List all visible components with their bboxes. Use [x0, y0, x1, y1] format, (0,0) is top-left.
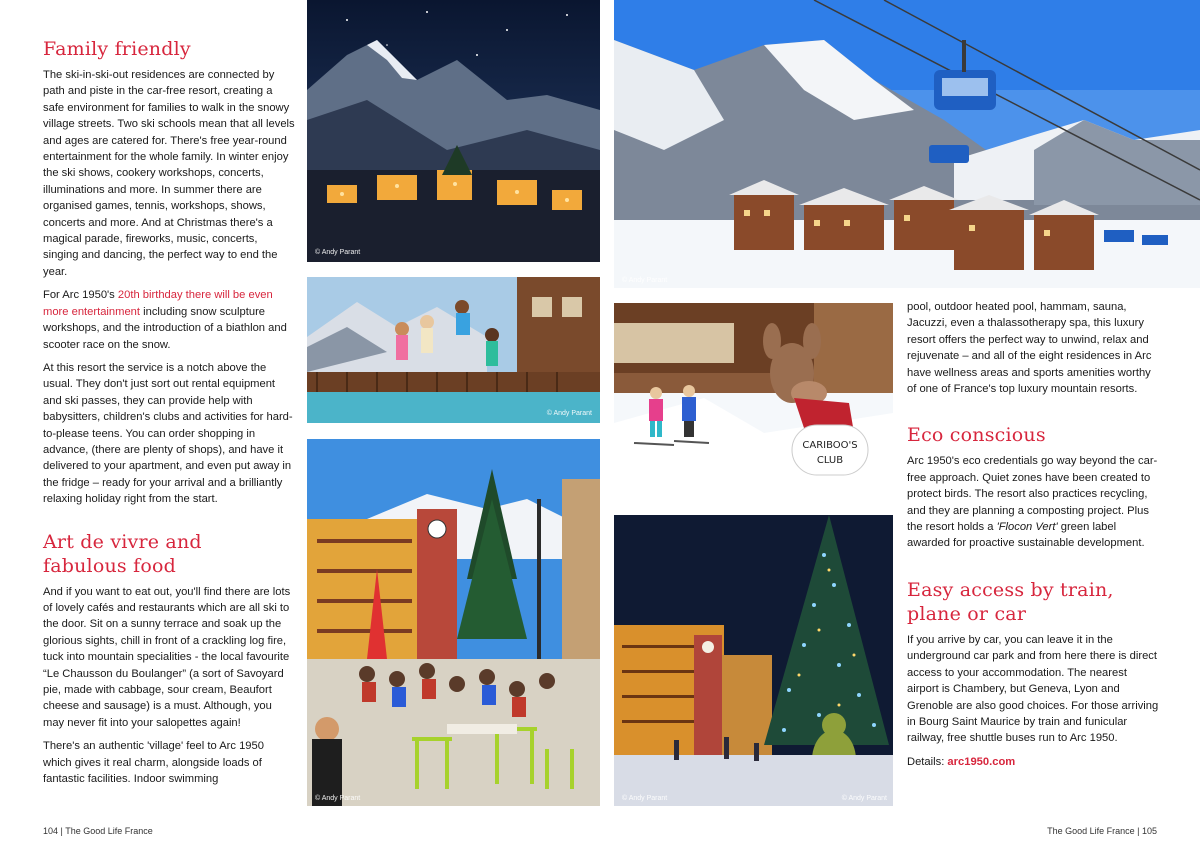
club-sign-line2: CLUB [816, 455, 844, 466]
heading-family-friendly: Family friendly [43, 38, 191, 60]
photo-credit: © Andy Parant [546, 410, 592, 417]
photo-credit: © Andy Parant [841, 795, 887, 802]
eco-paragraph-end: green label awarded for proactive sustainable development. [907, 521, 1145, 550]
arc1950-link[interactable]: arc1950.com [947, 755, 1016, 768]
eco-paragraph-start: Arc 1950's eco credentials go way beyond the car-free approach. Quiet zones have been created to protect birds. The resort also practices recycling, and they are planning a composting project. Plus the resort holds a [907, 455, 1158, 534]
sunny-terrace-illustration [307, 439, 600, 806]
family-paragraph-3: At this resort the service is a notch above the usual. They don't just sort out rental equipment and ski passes, they can provide help with babysitters, children's clubs and activities for hard-to-please teens. You can order shopping in advance, (there are plenty of shops), and have it delivered to your apartment, and even put away in the fridge – ready for your arrival and a brilliantly relaxing holiday right from the start. [43, 361, 293, 506]
photo-sunny-terrace [307, 439, 600, 806]
birthday-highlight: 20th birthday there will be even more entertainment [43, 289, 273, 318]
christmas-tree-illustration [614, 515, 893, 806]
spa-paragraph: pool, outdoor heated pool, hammam, sauna, Jacuzzi, even a thalassotherapy spa, this luxury resort offers the perfect way to unwind, relax and rejuvenate – and all of the eight residences in Arc have wellness areas and sports amenities worthy of one of France's top luxury mountain resorts. [907, 301, 1152, 396]
kids-jumping-illustration [307, 277, 600, 423]
family-paragraph-1: The ski-in-ski-out residences are connected by path and piste in the car-free resort, creating a safe environment for families to walk in the snowy village streets. Two ski schools mean that all levels and ages are catered for. There's free year-round entertainment for the whole family. In winter enjoy the ski shows, cookery workshops, concerts, illuminations and more. In summer there are organised games, tennis, workshops, shows, concerts and more. And at Christmas there's a magical parade, fireworks, music, concerts, singing and dancing, the perfect way to end the year. [43, 69, 295, 278]
access-paragraph: If you arrive by car, you can leave it in the underground car park and from here there is direct access to your accommodation. The nearest airport is Chambery, but Geneva, Lyon and Grenoble are also good choices. For those arriving in Bourg Saint Maurice by train and funicular railway, free shuttle buses run to Arc 1950. [907, 633, 1159, 745]
details-line [907, 754, 1160, 770]
heading-easy-access [907, 578, 1160, 626]
photo-credit: © Andy Parant [622, 277, 668, 284]
photo-night-village [307, 0, 600, 262]
flocon-vert-label: 'Flocon Vert' [996, 521, 1058, 534]
heading-easy-access-line1: Easy access by train, [907, 578, 1114, 601]
eco-paragraph [907, 453, 1160, 551]
page-footer-right: The Good Life France | 105 [1047, 826, 1157, 836]
food-paragraph-2: There's an authentic 'village' feel to Arc 1950 which gives it real charm, alongside loads of fantastic facilities. Indoor swimming [43, 740, 264, 786]
cariboos-club-illustration [614, 303, 893, 499]
photo-kids-jumping [307, 277, 600, 423]
photo-credit: © Andy Parant [315, 249, 361, 256]
photo-credit: © Andy Parant [622, 795, 668, 802]
photo-credit: © Andy Parant [315, 795, 361, 802]
photo-credit-club: Cariboo's club © Andy Parant [795, 488, 887, 495]
family-paragraph-2-start: For Arc 1950's [43, 289, 118, 302]
heading-art-de-vivre-line1: Art de vivre and [43, 530, 202, 553]
left-text-column [43, 37, 295, 794]
night-village-illustration [307, 0, 600, 262]
right-text-column [907, 299, 1160, 777]
photo-christmas-tree [614, 515, 893, 806]
heading-art-de-vivre [43, 530, 295, 578]
chairlift-panorama-illustration [614, 0, 1200, 288]
heading-easy-access-line2: plane or car [907, 602, 1027, 625]
family-paragraph-2 [43, 287, 295, 353]
heading-eco-conscious: Eco conscious [907, 424, 1046, 447]
family-paragraph-2-end: including snow sculpture workshops, and the introduction of a biathlon and scooter race on the snow. [43, 305, 287, 351]
photo-cariboos-club [614, 303, 893, 499]
details-label: Details: [907, 755, 948, 768]
page-footer-left: 104 | The Good Life France [43, 826, 153, 836]
food-paragraph-1: And if you want to eat out, you'll find there are lots of lovely cafés and restaurants which are all ski to the door. Sit on a sunny terrace and soak up the glorious sights, chill in front of a crackling log fire, tuck into mountain specialities - the local favourite “Le Chausson du Boulanger” (a sort of Savoyard pie, made with cabbage, sour cream, Beaufort cheese and sausage) is a must. Although, you may never fit into your salopettes again! [43, 585, 291, 729]
heading-art-de-vivre-line2: fabulous food [43, 554, 176, 577]
club-sign-line1: CARIBOO'S [802, 440, 858, 451]
photo-chairlift-panorama [614, 0, 1200, 288]
